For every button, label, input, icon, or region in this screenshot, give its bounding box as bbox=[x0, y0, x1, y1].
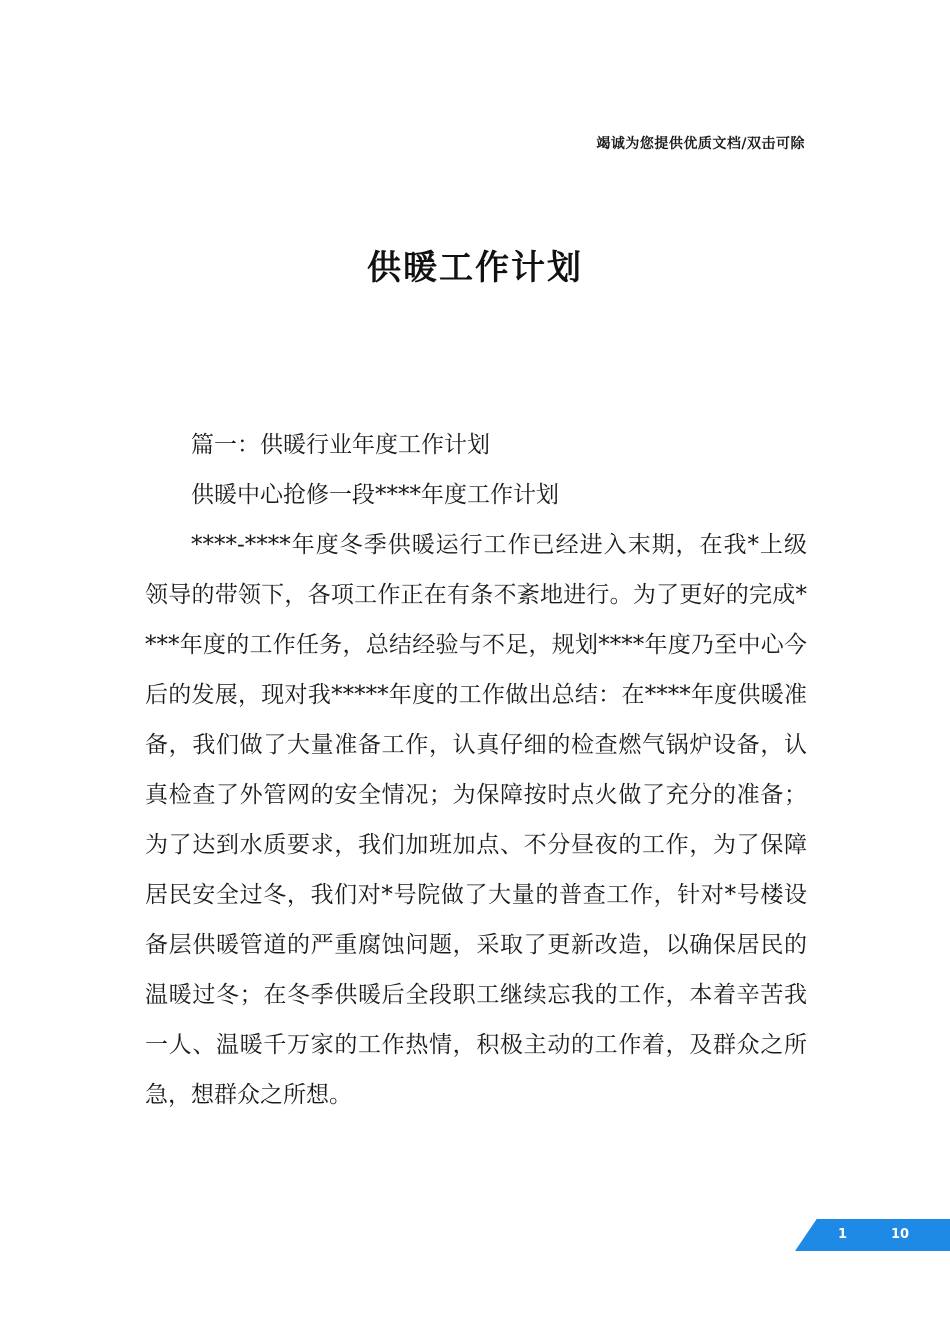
document-body bbox=[145, 420, 807, 1120]
page-number-banner bbox=[795, 1219, 950, 1251]
section-heading: 篇一：供暖行业年度工作计划 bbox=[191, 432, 490, 458]
header-note: 竭诚为您提供优质文档/双击可除 bbox=[596, 136, 805, 152]
subsection-heading: 供暖中心抢修一段****年度工作计划 bbox=[191, 482, 559, 508]
total-pages-number: 10 bbox=[891, 1227, 910, 1242]
body-paragraph: ****-****年度冬季供暖运行工作已经进入末期，在我*上级领导的带领下，各项工作正在有条不紊地进行。为了更好的完成****年度的工作任务，总结经验与不足，规划****年度乃至中心今后的发展，现对我*****年度的工作做出总结：在****年度供暖准备，我们做了大量准备工作，认真仔细的检查燃气锅炉设备，认真检查了外管网的安全情况；为保障按时点火做了充分的准备；为了达到水质要求，我们加班加点、不分昼夜的工作，为了保障居民安全过冬，我们对*号院做了大量的普查工作，针对*号楼设备层供暖管道的严重腐蚀问题，采取了更新改造，以确保居民的温暖过冬；在冬季供暖后全段职工继续忘我的工作，本着辛苦我一人、温暖千万家的工作热情，积极主动的工作着，及群众之所急，想群众之所想。 bbox=[145, 532, 807, 1108]
current-page-number: 1 bbox=[838, 1227, 848, 1242]
document-title: 供暖工作计划 bbox=[367, 248, 583, 288]
